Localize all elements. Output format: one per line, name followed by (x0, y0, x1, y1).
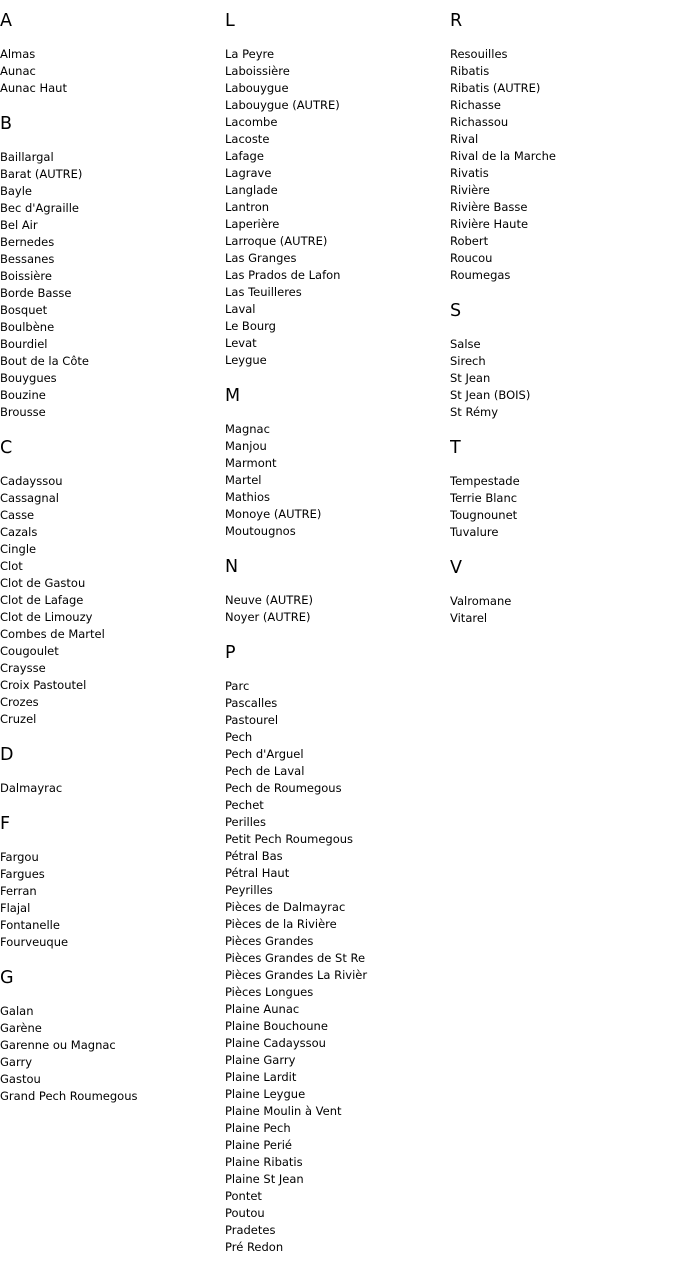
place-link-fargou[interactable]: Fargou (0, 850, 39, 864)
place-link-le-bourg[interactable]: Le Bourg (225, 319, 276, 333)
place-link-salse[interactable]: Salse (450, 337, 481, 351)
letter-section-f (0, 813, 225, 951)
section-heading: T (450, 438, 461, 458)
place-link-plaine-leygue[interactable]: Plaine Leygue (225, 1087, 306, 1101)
place-link-laval[interactable]: Laval (225, 302, 256, 316)
place-link-dalmayrac[interactable]: Dalmayrac (0, 781, 63, 795)
place-link-craysse[interactable]: Craysse (0, 661, 46, 675)
place-link-martel[interactable]: Martel (225, 473, 262, 487)
place-list (450, 593, 675, 627)
place-link-croix-pastoutel[interactable]: Croix Pastoutel (0, 678, 87, 692)
place-link-lantron[interactable]: Lantron (225, 200, 270, 214)
section-heading: A (0, 11, 12, 31)
place-link-garry[interactable]: Garry (0, 1055, 33, 1069)
section-heading: C (0, 438, 13, 458)
place-link-laperiere[interactable]: Laperière (225, 217, 280, 231)
letter-section-c (0, 437, 225, 728)
place-link-garene[interactable]: Garène (0, 1021, 42, 1035)
place-link-fourveuque[interactable]: Fourveuque (0, 935, 69, 949)
place-link-valromane[interactable]: Valromane (450, 594, 512, 608)
place-link-bernedes[interactable]: Bernedes (0, 235, 55, 249)
place-link-plaine-perie[interactable]: Plaine Perié (225, 1138, 292, 1152)
place-link-las-teuilleres[interactable]: Las Teuilleres (225, 285, 302, 299)
place-link-labouygue-autre[interactable]: Labouygue (AUTRE) (225, 98, 340, 112)
place-link-plaine-cadayssou[interactable]: Plaine Cadayssou (225, 1036, 326, 1050)
place-link-pieces-longues[interactable]: Pièces Longues (225, 985, 314, 999)
place-list (225, 421, 450, 540)
place-list (0, 780, 225, 797)
place-list (450, 336, 675, 421)
place-link-st-jean[interactable]: St Jean (450, 371, 491, 385)
place-link-clot-de-lafage[interactable]: Clot de Lafage (0, 593, 84, 607)
place-list (225, 46, 450, 369)
place-link-pradetes[interactable]: Pradetes (225, 1223, 276, 1237)
place-link-bessanes[interactable]: Bessanes (0, 252, 55, 266)
place-link-rivatis[interactable]: Rivatis (450, 166, 489, 180)
place-link-pech-de-roumegous[interactable]: Pech de Roumegous (225, 781, 342, 795)
letter-section-b (0, 113, 225, 421)
place-link-crozes[interactable]: Crozes (0, 695, 39, 709)
place-list (450, 46, 675, 284)
place-link-labouygue[interactable]: Labouygue (225, 81, 289, 95)
place-link-clot-de-limouzy[interactable]: Clot de Limouzy (0, 610, 93, 624)
place-link-plaine-pech[interactable]: Plaine Pech (225, 1121, 291, 1135)
place-link-tuvalure[interactable]: Tuvalure (450, 525, 499, 539)
letter-section-p (225, 642, 450, 1256)
place-link-st-remy[interactable]: St Rémy (450, 405, 499, 419)
place-list (225, 678, 450, 1256)
place-link-pontet[interactable]: Pontet (225, 1189, 262, 1203)
place-link-borde-basse[interactable]: Borde Basse (0, 286, 72, 300)
place-link-bouygues[interactable]: Bouygues (0, 371, 57, 385)
place-link-pieces-grandes-de-st-re[interactable]: Pièces Grandes de St Re (225, 951, 366, 965)
place-link-aunac[interactable]: Aunac (0, 64, 36, 78)
place-link-plaine-aunac[interactable]: Plaine Aunac (225, 1002, 300, 1016)
place-link-boissiere[interactable]: Boissière (0, 269, 52, 283)
place-link-clot[interactable]: Clot (0, 559, 23, 573)
place-link-manjou[interactable]: Manjou (225, 439, 267, 453)
place-link-bourdiel[interactable]: Bourdiel (0, 337, 48, 351)
letter-section-d (0, 744, 225, 797)
place-link-langlade[interactable]: Langlade (225, 183, 278, 197)
place-link-bouzine[interactable]: Bouzine (0, 388, 46, 402)
place-link-bel-air[interactable]: Bel Air (0, 218, 38, 232)
place-link-leygue[interactable]: Leygue (225, 353, 267, 367)
place-link-roumegas[interactable]: Roumegas (450, 268, 511, 282)
index-column-1 (0, 0, 225, 1105)
place-link-plaine-st-jean[interactable]: Plaine St Jean (225, 1172, 304, 1186)
place-link-plaine-lardit[interactable]: Plaine Lardit (225, 1070, 297, 1084)
letter-section-t (450, 437, 675, 541)
place-link-ferran[interactable]: Ferran (0, 884, 37, 898)
place-link-pech[interactable]: Pech (225, 730, 253, 744)
place-link-brousse[interactable]: Brousse (0, 405, 46, 419)
letter-section-l (225, 10, 450, 369)
place-link-neuve-autre[interactable]: Neuve (AUTRE) (225, 593, 314, 607)
place-link-cingle[interactable]: Cingle (0, 542, 37, 556)
place-link-sirech[interactable]: Sirech (450, 354, 486, 368)
place-link-lafage[interactable]: Lafage (225, 149, 264, 163)
place-link-cougoulet[interactable]: Cougoulet (0, 644, 59, 658)
index-column-2 (225, 0, 450, 1256)
section-heading: R (450, 11, 463, 31)
place-link-ribatis-autre[interactable]: Ribatis (AUTRE) (450, 81, 541, 95)
place-link-plaine-bouchoune[interactable]: Plaine Bouchoune (225, 1019, 328, 1033)
section-heading: S (450, 301, 462, 321)
place-link-rival[interactable]: Rival (450, 132, 479, 146)
place-link-pieces-de-dalmayrac[interactable]: Pièces de Dalmayrac (225, 900, 346, 914)
place-link-fontanelle[interactable]: Fontanelle (0, 918, 60, 932)
letter-section-v (450, 557, 675, 627)
letter-section-s (450, 300, 675, 421)
place-link-st-jean-bois[interactable]: St Jean (BOIS) (450, 388, 531, 402)
place-link-vitarel[interactable]: Vitarel (450, 611, 488, 625)
place-link-clot-de-gastou[interactable]: Clot de Gastou (0, 576, 86, 590)
place-link-roucou[interactable]: Roucou (450, 251, 493, 265)
place-link-flajal[interactable]: Flajal (0, 901, 31, 915)
letter-section-a (0, 10, 225, 97)
place-link-aunac-haut[interactable]: Aunac Haut (0, 81, 67, 95)
place-link-plaine-garry[interactable]: Plaine Garry (225, 1053, 296, 1067)
section-heading: P (225, 643, 236, 663)
place-link-noyer-autre[interactable]: Noyer (AUTRE) (225, 610, 311, 624)
place-link-lacombe[interactable]: Lacombe (225, 115, 278, 129)
place-link-terrie-blanc[interactable]: Terrie Blanc (450, 491, 518, 505)
place-link-petral-haut[interactable]: Pétral Haut (225, 866, 290, 880)
place-link-baillargal[interactable]: Baillargal (0, 150, 54, 164)
place-link-magnac[interactable]: Magnac (225, 422, 270, 436)
place-list (225, 592, 450, 626)
index-column-3 (450, 0, 675, 627)
place-link-galan[interactable]: Galan (0, 1004, 34, 1018)
place-link-cazals[interactable]: Cazals (0, 525, 38, 539)
letter-section-n (225, 556, 450, 626)
place-link-perilles[interactable]: Perilles (225, 815, 266, 829)
place-link-petit-pech-roumegous[interactable]: Petit Pech Roumegous (225, 832, 354, 846)
place-link-pieces-grandes[interactable]: Pièces Grandes (225, 934, 314, 948)
place-link-riviere[interactable]: Rivière (450, 183, 490, 197)
place-link-boulbene[interactable]: Boulbène (0, 320, 55, 334)
place-link-gastou[interactable]: Gastou (0, 1072, 41, 1086)
section-heading: L (225, 11, 235, 31)
place-link-levat[interactable]: Levat (225, 336, 257, 350)
place-list (0, 473, 225, 728)
place-link-pre-redon[interactable]: Pré Redon (225, 1240, 284, 1254)
place-link-bayle[interactable]: Bayle (0, 184, 33, 198)
place-link-grand-pech-roumegous[interactable]: Grand Pech Roumegous (0, 1089, 138, 1103)
section-heading: G (0, 968, 14, 988)
section-heading: V (450, 558, 462, 578)
place-link-mathios[interactable]: Mathios (225, 490, 270, 504)
place-link-la-peyre[interactable]: La Peyre (225, 47, 275, 61)
place-link-moutougnos[interactable]: Moutougnos (225, 524, 296, 538)
place-link-poutou[interactable]: Poutou (225, 1206, 265, 1220)
place-list (0, 149, 225, 421)
place-link-pechet[interactable]: Pechet (225, 798, 264, 812)
place-link-peyrilles[interactable]: Peyrilles (225, 883, 273, 897)
place-link-tougnounet[interactable]: Tougnounet (450, 508, 518, 522)
place-link-marmont[interactable]: Marmont (225, 456, 277, 470)
place-list (0, 46, 225, 97)
place-link-ribatis[interactable]: Ribatis (450, 64, 490, 78)
section-heading: M (225, 386, 241, 406)
place-link-pascalles[interactable]: Pascalles (225, 696, 278, 710)
place-link-combes-de-martel[interactable]: Combes de Martel (0, 627, 105, 641)
section-heading: B (0, 114, 13, 134)
place-list (0, 849, 225, 951)
place-link-richasse[interactable]: Richasse (450, 98, 501, 112)
letter-section-m (225, 385, 450, 540)
place-link-rival-de-la-marche[interactable]: Rival de la Marche (450, 149, 556, 163)
place-link-resouilles[interactable]: Resouilles (450, 47, 508, 61)
place-link-robert[interactable]: Robert (450, 234, 489, 248)
place-list (0, 1003, 225, 1105)
place-link-plaine-moulin-a-vent[interactable]: Plaine Moulin à Vent (225, 1104, 342, 1118)
place-link-pech-de-laval[interactable]: Pech de Laval (225, 764, 305, 778)
section-heading: N (225, 557, 239, 577)
place-link-bec-d-agraille[interactable]: Bec d'Agraille (0, 201, 80, 215)
section-heading: F (0, 814, 11, 834)
place-link-almas[interactable]: Almas (0, 47, 36, 61)
place-link-riviere-haute[interactable]: Rivière Haute (450, 217, 529, 231)
place-link-garenne-ou-magnac[interactable]: Garenne ou Magnac (0, 1038, 116, 1052)
place-link-cruzel[interactable]: Cruzel (0, 712, 37, 726)
place-link-las-granges[interactable]: Las Granges (225, 251, 297, 265)
place-link-pastourel[interactable]: Pastourel (225, 713, 279, 727)
place-link-larroque-autre[interactable]: Larroque (AUTRE) (225, 234, 328, 248)
place-link-las-prados-de-lafon[interactable]: Las Prados de Lafon (225, 268, 341, 282)
place-link-bout-de-la-cote[interactable]: Bout de la Côte (0, 354, 89, 368)
place-link-pech-d-arguel[interactable]: Pech d'Arguel (225, 747, 304, 761)
place-link-laboissiere[interactable]: Laboissière (225, 64, 290, 78)
place-link-barat-autre[interactable]: Barat (AUTRE) (0, 167, 83, 181)
place-link-cadayssou[interactable]: Cadayssou (0, 474, 63, 488)
place-link-lacoste[interactable]: Lacoste (225, 132, 270, 146)
place-link-richassou[interactable]: Richassou (450, 115, 509, 129)
place-link-plaine-ribatis[interactable]: Plaine Ribatis (225, 1155, 303, 1169)
place-link-casse[interactable]: Casse (0, 508, 35, 522)
place-link-monoye-autre[interactable]: Monoye (AUTRE) (225, 507, 322, 521)
place-link-parc[interactable]: Parc (225, 679, 250, 693)
place-link-fargues[interactable]: Fargues (0, 867, 45, 881)
letter-section-r (450, 10, 675, 284)
place-link-pieces-grandes-la-rivier[interactable]: Pièces Grandes La Rivièr (225, 968, 368, 982)
place-link-bosquet[interactable]: Bosquet (0, 303, 48, 317)
section-heading: D (0, 745, 14, 765)
place-link-tempestade[interactable]: Tempestade (450, 474, 520, 488)
place-link-pieces-de-la-riviere[interactable]: Pièces de la Rivière (225, 917, 337, 931)
letter-section-g (0, 967, 225, 1105)
place-link-lagrave[interactable]: Lagrave (225, 166, 272, 180)
place-link-riviere-basse[interactable]: Rivière Basse (450, 200, 528, 214)
place-link-cassagnal[interactable]: Cassagnal (0, 491, 59, 505)
place-link-petral-bas[interactable]: Pétral Bas (225, 849, 283, 863)
place-list (450, 473, 675, 541)
